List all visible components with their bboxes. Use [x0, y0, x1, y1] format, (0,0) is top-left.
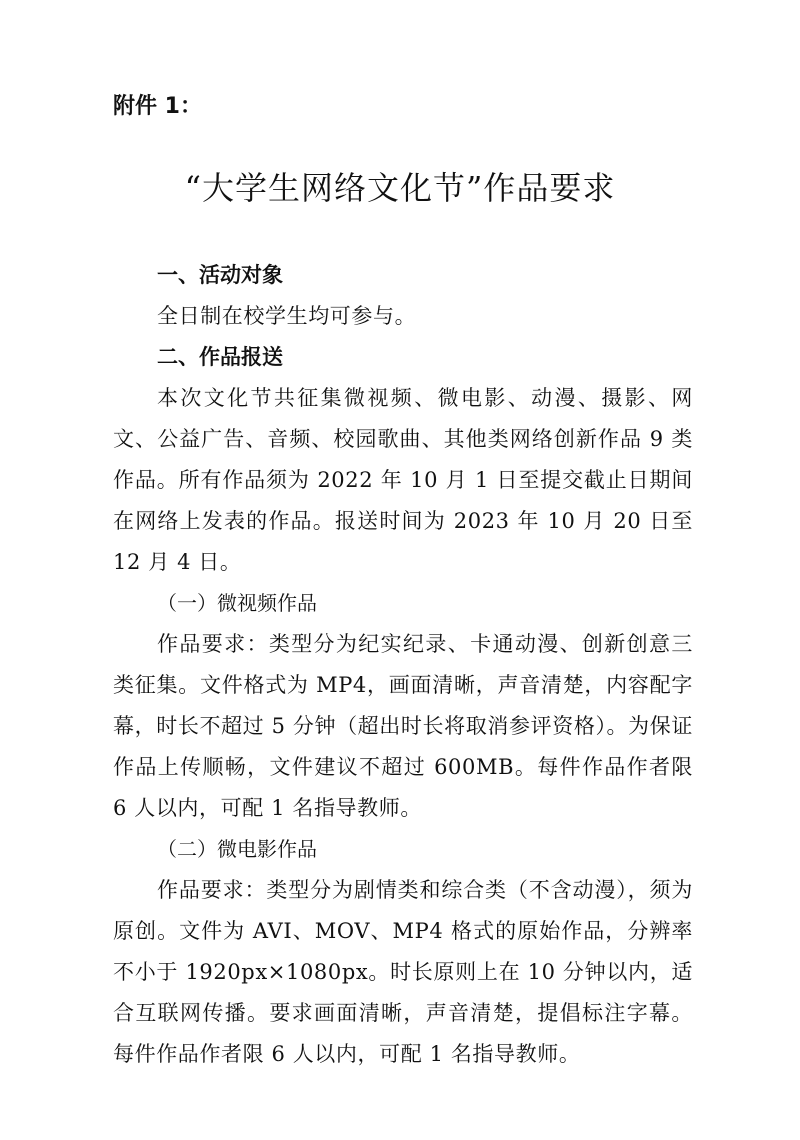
document-body	[113, 255, 693, 1075]
document-title: “大学生网络文化节”作品要求	[184, 169, 616, 207]
subsection-heading-micro-video: （一）微视频作品	[157, 591, 317, 615]
subsection-heading-micro-film: （二）微电影作品	[157, 837, 317, 861]
attachment-label: 附件 1：	[113, 94, 202, 119]
section-text-participants: 全日制在校学生均可参与。	[157, 304, 417, 328]
subsection-text-micro-film: 作品要求：类型分为剧情类和综合类（不含动漫），须为原创。文件为 AVI、MOV、MP4 格式的原始作品，分辨率不小于 1920px×1080px。时长原则上在 10 分钟以内，适合互联网传播。要求画面清晰，声音清楚，提倡标注字幕。每件作品作者限 6 人以内，可配 1 名指导教师。	[113, 878, 693, 1066]
section-heading-participants: 一、活动对象	[157, 263, 283, 287]
section-heading-submission: 二、作品报送	[157, 345, 283, 369]
subsection-text-micro-video: 作品要求：类型分为纪实纪录、卡通动漫、创新创意三类征集。文件格式为 MP4，画面清晰，声音清楚，内容配字幕，时长不超过 5 分钟（超出时长将取消参评资格）。为保证作品上传顺畅，文件建议不超过 600MB。每件作品作者限 6 人以内，可配 1 名指导教师。	[113, 632, 693, 820]
section-text-submission: 本次文化节共征集微视频、微电影、动漫、摄影、网文、公益广告、音频、校园歌曲、其他类网络创新作品 9 类作品。所有作品须为 2022 年 10 月 1 日至提交截止日期间在网络上发表的作品。报送时间为 2023 年 10 月 20 日至 12 月 4 日。	[113, 386, 693, 574]
